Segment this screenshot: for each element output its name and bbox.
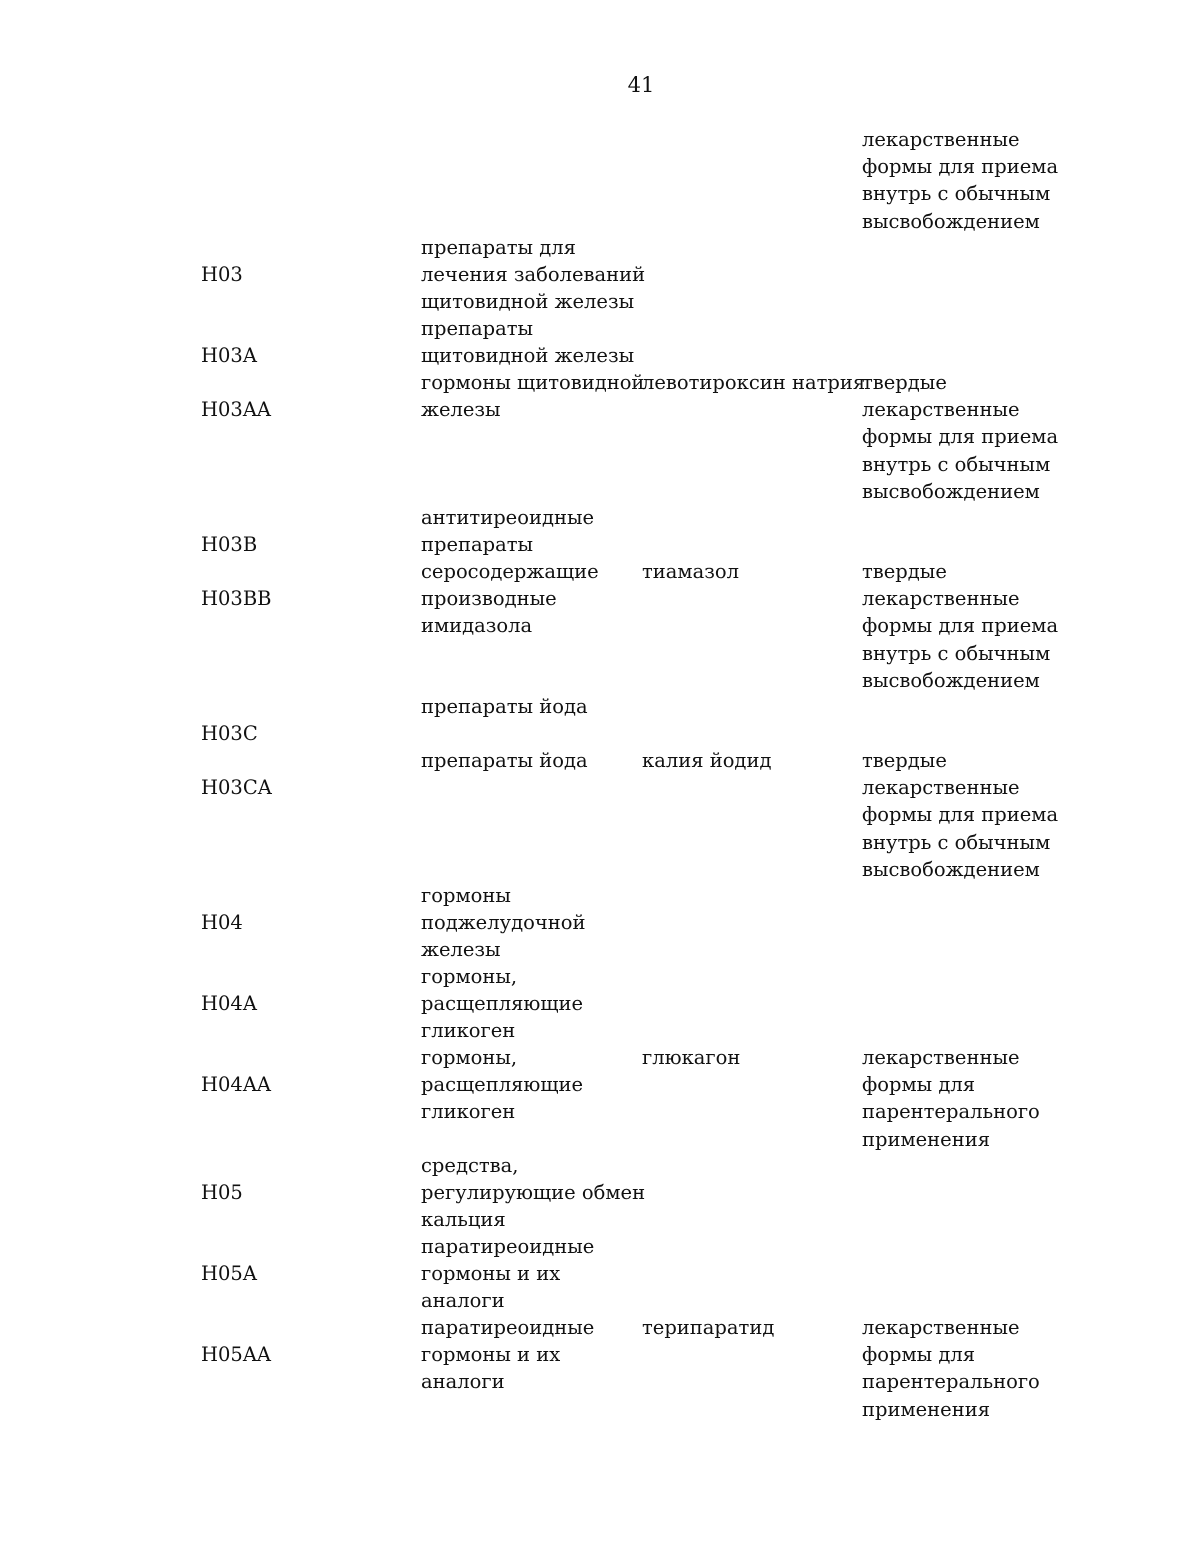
atc-code: H04 (201, 911, 243, 935)
atc-code: H05AA (201, 1343, 271, 1367)
atc-code: H03BB (201, 587, 272, 611)
atc-code: H03A (201, 344, 257, 368)
dosage-form: применения (862, 1397, 991, 1421)
atc-group-name: препараты для (421, 236, 576, 259)
atc-group-name: гормоны (421, 884, 511, 907)
atc-code: H03C (201, 722, 258, 746)
atc-group-name: лечения заболеваний (421, 263, 646, 287)
dosage-form: формы для приема (862, 155, 1059, 179)
dosage-form: твердые (862, 749, 947, 772)
dosage-form: высвобождением (862, 857, 1040, 881)
atc-group-name: расщепляющие (421, 1073, 584, 1097)
dosage-form: парентерального (862, 1100, 1040, 1124)
atc-group-name: серосодержащие (421, 560, 599, 583)
atc-group-name: гормоны, (421, 1046, 518, 1069)
dosage-form: высвобождением (862, 209, 1040, 233)
atc-code: H03 (201, 263, 243, 287)
dosage-form: лекарственные (862, 128, 1020, 151)
dosage-form: высвобождением (862, 479, 1040, 503)
atc-group-name: щитовидной железы (421, 290, 635, 314)
atc-group-name: паратиреоидные (421, 1235, 595, 1258)
drug-name: терипаратид (642, 1316, 775, 1339)
atc-group-name: расщепляющие (421, 992, 584, 1016)
atc-group-name: щитовидной железы (421, 344, 635, 368)
dosage-form: лекарственные (862, 398, 1020, 422)
dosage-form: высвобождением (862, 668, 1040, 692)
atc-group-name: поджелудочной (421, 911, 586, 935)
atc-group-name: гормоны и их (421, 1343, 561, 1367)
dosage-form: внутрь с обычным (862, 182, 1051, 206)
atc-group-name: гормоны, (421, 965, 518, 988)
atc-group-name: кальция (421, 1208, 506, 1232)
dosage-form: твердые (862, 371, 947, 394)
atc-group-name: препараты йода (421, 749, 588, 772)
atc-group-name: имидазола (421, 614, 533, 638)
atc-group-name: аналоги (421, 1370, 505, 1394)
atc-group-name: препараты йода (421, 695, 588, 718)
atc-group-name: гликоген (421, 1100, 516, 1124)
atc-group-name: препараты (421, 533, 534, 557)
atc-code: H05A (201, 1262, 257, 1286)
dosage-form: формы для (862, 1073, 976, 1097)
atc-group-name: гликоген (421, 1019, 516, 1043)
drug-name: левотироксин натрия (642, 371, 866, 394)
atc-code: H03CA (201, 776, 272, 800)
dosage-form: формы для (862, 1343, 976, 1367)
atc-group-name: производные (421, 587, 557, 611)
atc-group-name: антитиреоидные (421, 506, 595, 529)
dosage-form: формы для приема (862, 425, 1059, 449)
dosage-form: применения (862, 1127, 991, 1151)
dosage-form: твердые (862, 560, 947, 583)
dosage-form: лекарственные (862, 776, 1020, 800)
dosage-form: внутрь с обычным (862, 452, 1051, 476)
dosage-form: внутрь с обычным (862, 830, 1051, 854)
atc-code: H03B (201, 533, 258, 557)
atc-group-name: железы (421, 938, 501, 962)
drug-name: калия йодид (642, 749, 772, 772)
atc-group-name: препараты (421, 317, 534, 340)
dosage-form: парентерального (862, 1370, 1040, 1394)
atc-group-name: паратиреоидные (421, 1316, 595, 1339)
atc-code: H04A (201, 992, 257, 1016)
dosage-form: лекарственные (862, 1316, 1020, 1339)
atc-group-name: средства, (421, 1154, 519, 1177)
dosage-form: лекарственные (862, 1046, 1020, 1069)
dosage-form: формы для приема (862, 614, 1059, 638)
dosage-form: внутрь с обычным (862, 641, 1051, 665)
atc-code: H05 (201, 1181, 243, 1205)
drug-name: тиамазол (642, 560, 739, 583)
dosage-form: лекарственные (862, 587, 1020, 611)
atc-code: H03AA (201, 398, 271, 422)
atc-group-name: гормоны щитовидной (421, 371, 645, 394)
page-number: 41 (627, 73, 655, 97)
atc-group-name: гормоны и их (421, 1262, 561, 1286)
atc-group-name: регулирующие обмен (421, 1181, 646, 1205)
atc-group-name: железы (421, 398, 501, 422)
atc-code: H04AA (201, 1073, 271, 1097)
dosage-form: формы для приема (862, 803, 1059, 827)
atc-group-name: аналоги (421, 1289, 505, 1313)
drug-name: глюкагон (642, 1046, 741, 1069)
